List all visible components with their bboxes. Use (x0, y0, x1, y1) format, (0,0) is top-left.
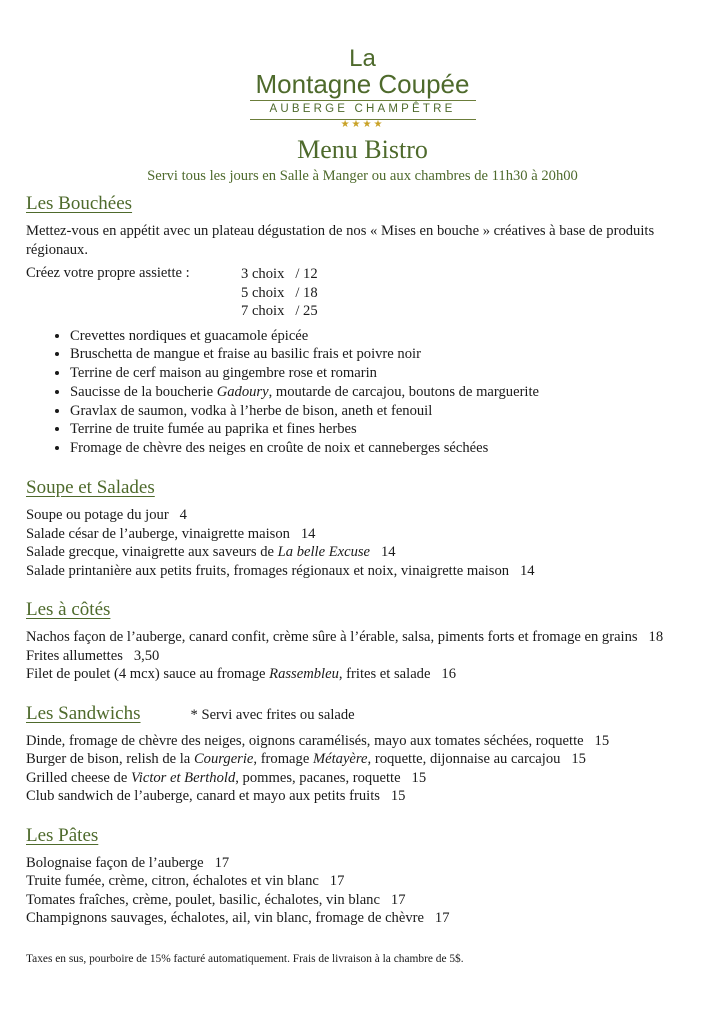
menu-item: Tomates fraîches, crème, poulet, basilic, échalotes, vin blanc 17 (26, 891, 406, 908)
section-heading-pates: Les Pâtes (26, 824, 99, 846)
menu-item: Bolognaise façon de l’auberge 17 (26, 854, 230, 871)
choice-row: 3 choix / 12 (241, 266, 318, 282)
bouchees-intro: Mettez-vous en appétit avec un plateau dégustation de nos « Mises en bouche » créatives à base de produits régionaux. (26, 223, 655, 258)
bouchees-list (26, 327, 706, 459)
menu-item: Burger de bison, relish de la Courgerie, fromage Métayère, roquette, dijonnaise au carcajou 15 (26, 751, 586, 768)
menu-item: Salade césar de l’auberge, vinaigrette maison 14 (26, 525, 316, 542)
list-item: • Saucisse de la boucherie Gadoury, moutarde de carcajou, boutons de marguerite (70, 383, 706, 402)
menu-item: Salade printanière aux petits fruits, fromages régionaux et noix, vinaigrette maison 14 (26, 562, 535, 579)
logo (0, 45, 725, 130)
footer-note: Taxes en sus, pourboire de 15% facturé automatiquement. Frais de livraison à la chambre de 5$. (26, 953, 464, 965)
pates-list (26, 854, 706, 928)
page-subtitle: Servi tous les jours en Salle à Manger ou aux chambres de 11h30 à 20h00 (147, 168, 578, 184)
list-item: • Bruschetta de mangue et fraise au basilic frais et poivre noir (70, 345, 706, 364)
section-heading-cotes: Les à côtés (26, 599, 111, 621)
menu-content (26, 192, 706, 928)
choice-row: 5 choix / 18 (241, 284, 318, 301)
list-item: • Terrine de truite fumée au paprika et fines herbes (70, 420, 706, 439)
menu-item: Nachos façon de l’auberge, canard confit, crème sûre à l’érable, salsa, piments forts et fromage en grains 18 (26, 629, 664, 646)
section-heading-bouchees: Les Bouchées (26, 193, 133, 214)
sandwichs-list (26, 732, 706, 806)
logo-line-la: La (349, 45, 376, 72)
sandwichs-header (26, 702, 706, 726)
logo-line-main: Montagne Coupée (255, 69, 470, 99)
cotes-list (26, 628, 706, 684)
menu-item: Salade grecque, vinaigrette aux saveurs de La belle Excuse 14 (26, 544, 396, 561)
assiette-pricing (26, 265, 706, 321)
soupes-list (26, 506, 706, 580)
section-heading-soupes: Soupe et Salades (26, 477, 155, 499)
menu-item: Dinde, fromage de chèvre des neiges, oignons caramélisés, mayo aux tomates séchées, roquette 15 (26, 732, 610, 749)
page-title: Menu Bistro (297, 135, 428, 164)
list-item: • Fromage de chèvre des neiges en croûte de noix et canneberges séchées (70, 439, 706, 458)
star-rating-icon: ★★★★ (340, 119, 385, 130)
assiette-label: Créez votre propre assiette : (26, 265, 190, 281)
logo-line-sub: AUBERGE CHAMPÊTRE (269, 103, 456, 115)
list-item: • Gravlax de saumon, vodka à l’herbe de bison, aneth et fenouil (70, 402, 706, 421)
menu-item: Grilled cheese de Victor et Berthold, pommes, pacanes, roquette 15 (26, 769, 427, 786)
menu-item: Truite fumée, crème, citron, échalotes et vin blanc 17 (26, 873, 345, 890)
choice-row: 7 choix / 25 (241, 303, 318, 319)
assiette-choices (241, 265, 318, 321)
sandwichs-note: * Servi avec frites ou salade (190, 706, 355, 723)
menu-item: Soupe ou potage du jour 4 (26, 507, 187, 524)
list-item: • Crevettes nordiques et guacamole épicée (70, 327, 706, 346)
menu-item: Club sandwich de l’auberge, canard et mayo aux petits fruits 15 (26, 788, 406, 805)
section-heading-sandwichs: Les Sandwichs (26, 702, 141, 724)
menu-item: Frites allumettes 3,50 (26, 647, 160, 664)
menu-item: Filet de poulet (4 mcx) sauce au fromage Rassembleu, frites et salade 16 (26, 666, 456, 683)
menu-item: Champignons sauvages, échalotes, ail, vin blanc, fromage de chèvre 17 (26, 910, 450, 927)
list-item: • Terrine de cerf maison au gingembre rose et romarin (70, 364, 706, 383)
